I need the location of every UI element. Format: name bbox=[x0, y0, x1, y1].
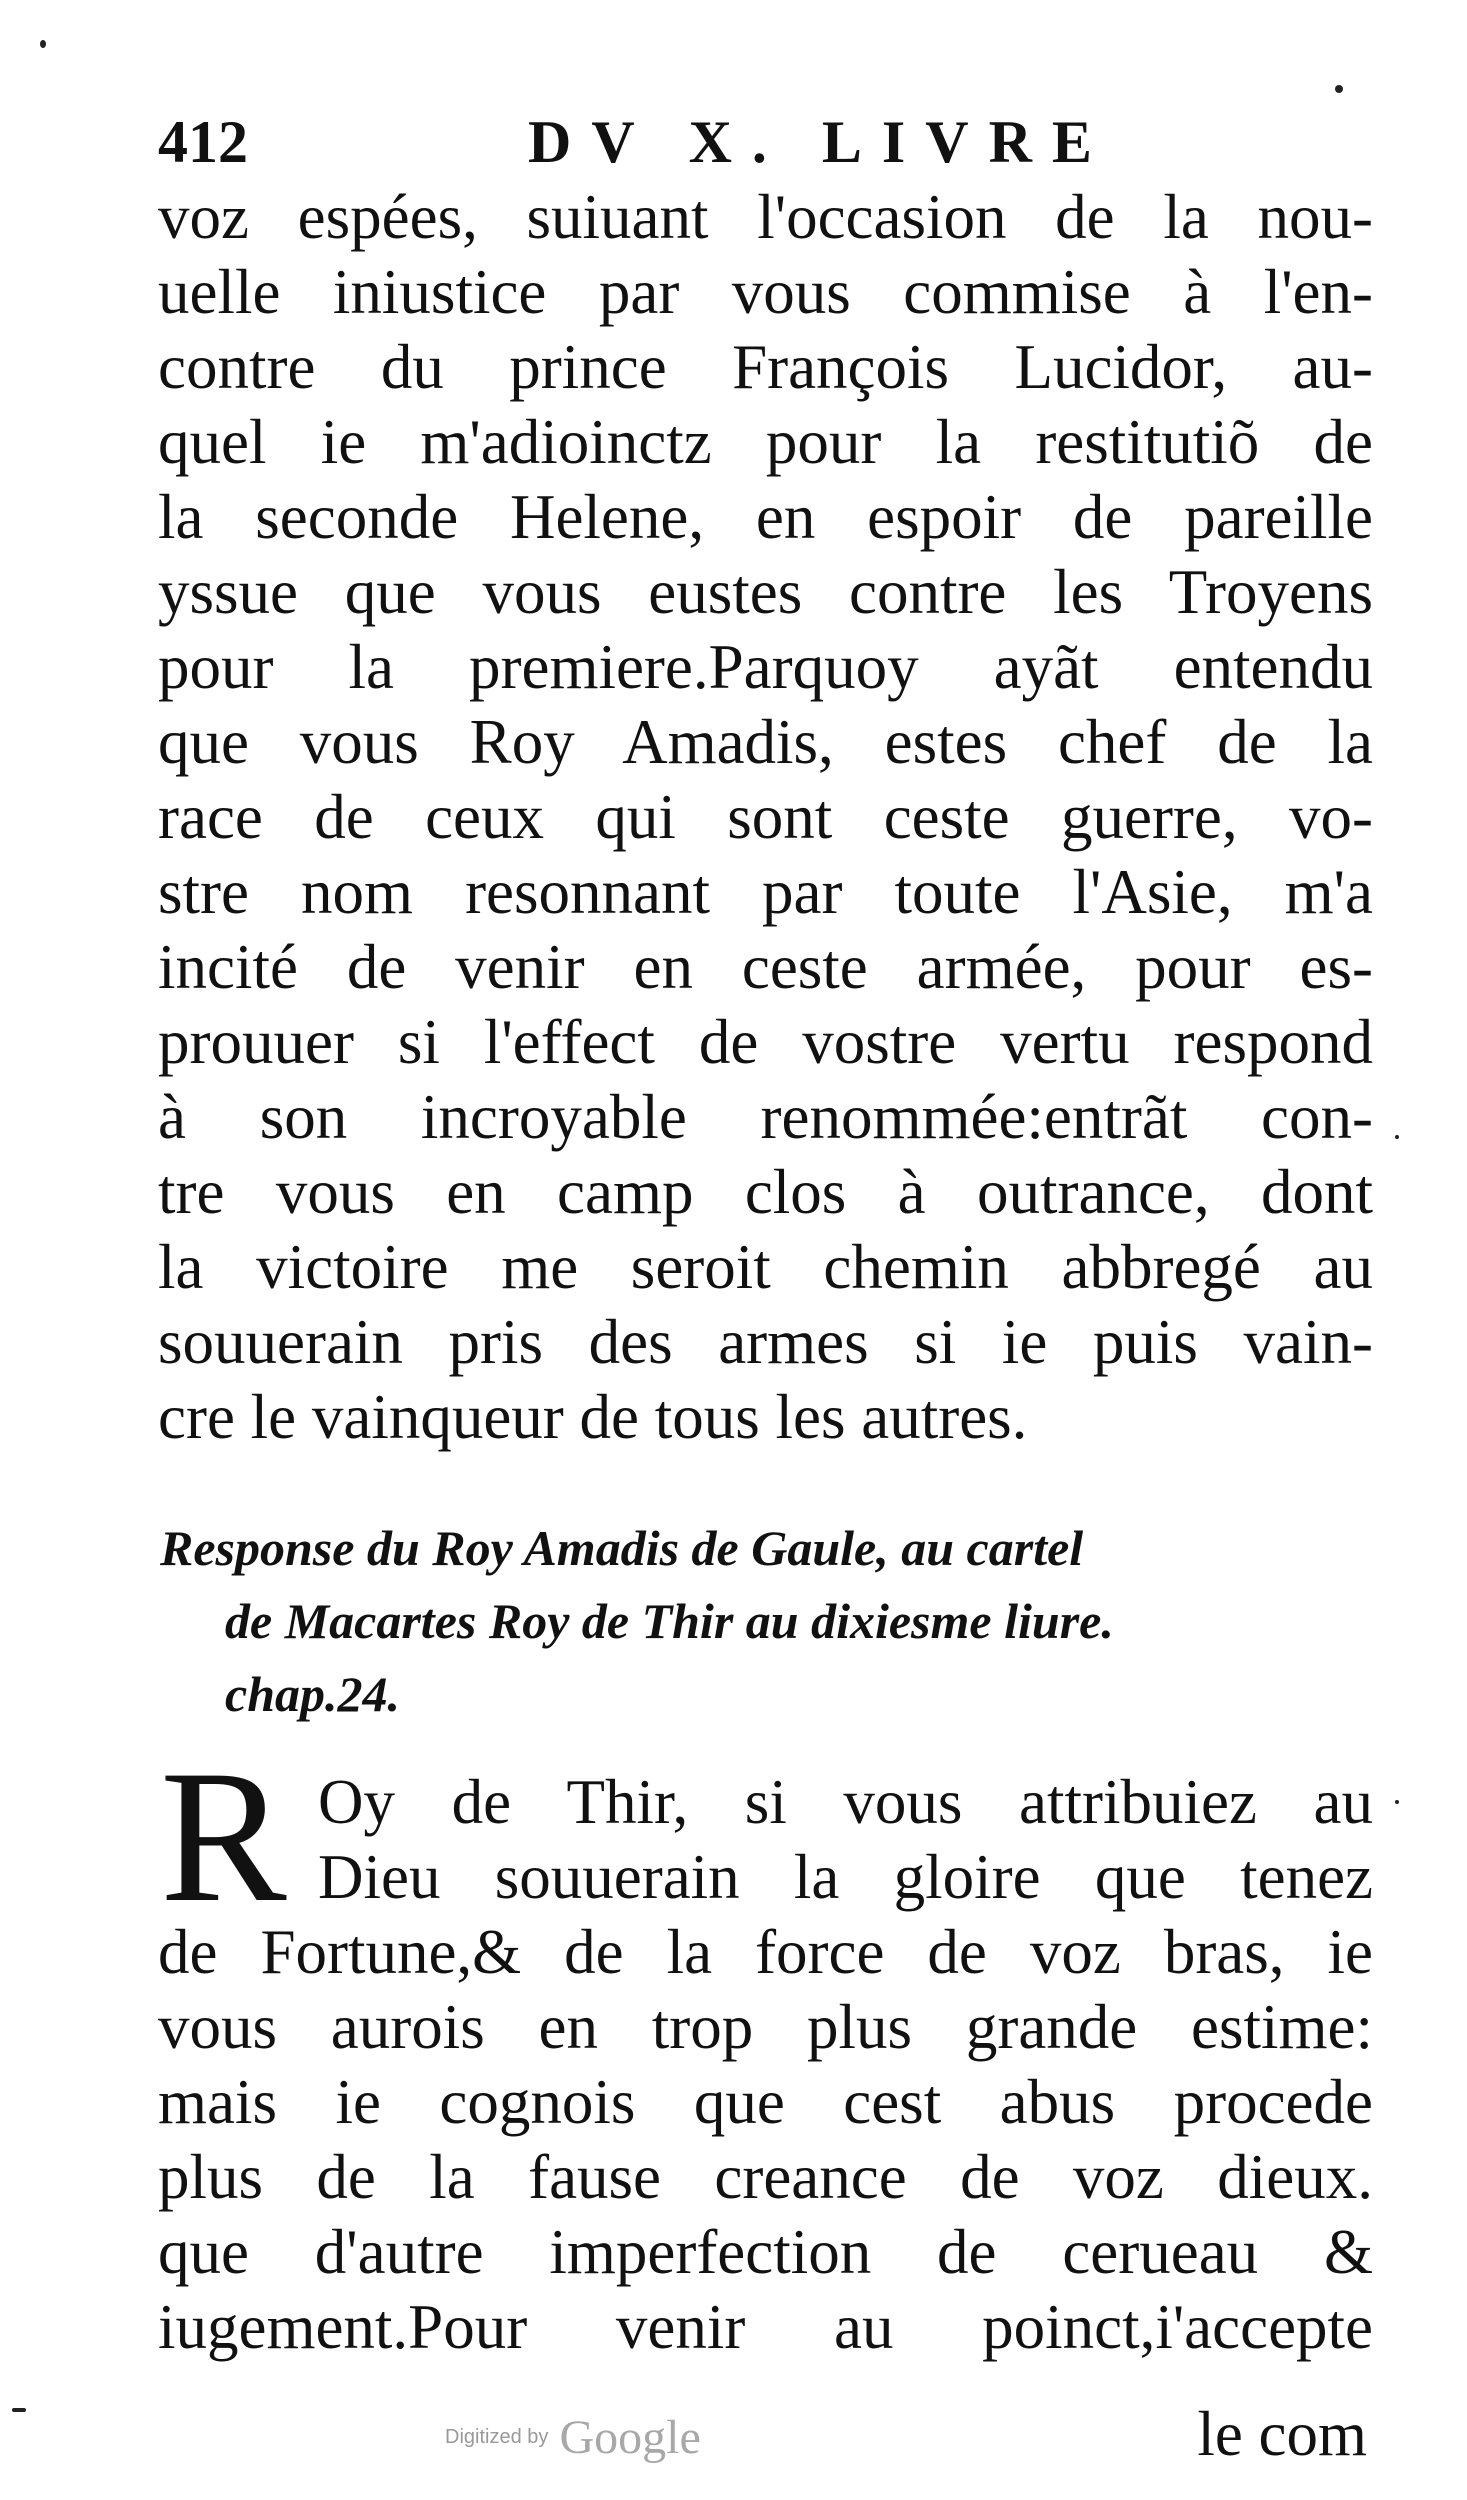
ink-speck bbox=[1395, 1800, 1399, 1804]
text-line: à son incroyable renommée:entrãt con- bbox=[158, 1082, 1373, 1152]
text-line: la victoire me seroit chemin abbregé au bbox=[158, 1232, 1373, 1302]
ink-speck bbox=[1395, 1135, 1399, 1139]
text-line: pour la premiere.Parquoy ayãt entendu bbox=[158, 632, 1373, 702]
cartel-text bbox=[158, 180, 1373, 1455]
text-line: race de ceux qui sont ceste guerre, vo- bbox=[158, 782, 1373, 852]
text-line: prouuer si l'effect de vostre vertu respond bbox=[158, 1007, 1373, 1077]
section-heading bbox=[160, 1512, 1370, 1731]
text-line: quel ie m'adioinctz pour la restitutiõ de bbox=[158, 407, 1373, 477]
text-line: yssue que vous eustes contre les Troyens bbox=[158, 557, 1373, 627]
text-line: de Fortune,& de la force de voz bras, ie bbox=[158, 1917, 1373, 1987]
response-text bbox=[158, 1732, 1373, 2365]
catchword: le com bbox=[1197, 2399, 1367, 2469]
text-line: uelle iniustice par vous commise à l'en- bbox=[158, 257, 1373, 327]
text-line: que vous Roy Amadis, estes chef de la bbox=[158, 707, 1373, 777]
text-line: plus de la fause creance de voz dieux. bbox=[158, 2142, 1373, 2212]
heading-line: Response du Roy Amadis de Gaule, au cartel bbox=[160, 1520, 1084, 1576]
text-line: tre vous en camp clos à outrance, dont bbox=[158, 1157, 1373, 1227]
text-line: voz espées, suiuant l'occasion de la nou- bbox=[158, 182, 1373, 252]
google-watermark bbox=[445, 2410, 701, 2470]
running-head: DV X. LIVRE bbox=[528, 109, 1112, 175]
heading-line: chap.24. bbox=[225, 1666, 400, 1722]
page-header bbox=[158, 100, 1358, 190]
text-line: Oy de Thir, si vous attribuiez au bbox=[318, 1767, 1373, 1837]
drop-cap: R bbox=[160, 1732, 287, 1942]
heading-line: de Macartes Roy de Thir au dixiesme liure. bbox=[225, 1593, 1114, 1649]
ink-speck bbox=[12, 2408, 26, 2412]
text-line: vous aurois en trop plus grande estime: bbox=[158, 1992, 1373, 2062]
text-line: mais ie cognois que cest abus procede bbox=[158, 2067, 1373, 2137]
text-line: Dieu souuerain la gloire que tenez bbox=[318, 1842, 1373, 1912]
text-line: la seconde Helene, en espoir de pareille bbox=[158, 482, 1373, 552]
text-line: contre du prince François Lucidor, au- bbox=[158, 332, 1373, 402]
ink-speck bbox=[40, 40, 46, 48]
text-line: que d'autre imperfection de cerueau & bbox=[158, 2217, 1373, 2287]
google-logo: Google bbox=[559, 2411, 701, 2464]
text-line: stre nom resonnant par toute l'Asie, m'a bbox=[158, 857, 1373, 927]
page-number: 412 bbox=[158, 109, 248, 175]
watermark-prefix: Digitized by bbox=[445, 2426, 549, 2448]
text-line: cre le vainqueur de tous les autres. bbox=[158, 1382, 1028, 1452]
text-line: souuerain pris des armes si ie puis vain- bbox=[158, 1307, 1373, 1377]
text-line: iugement.Pour venir au poinct,i'accepte bbox=[158, 2292, 1373, 2362]
ink-speck bbox=[1335, 85, 1343, 93]
text-line: incité de venir en ceste armée, pour es- bbox=[158, 932, 1373, 1002]
